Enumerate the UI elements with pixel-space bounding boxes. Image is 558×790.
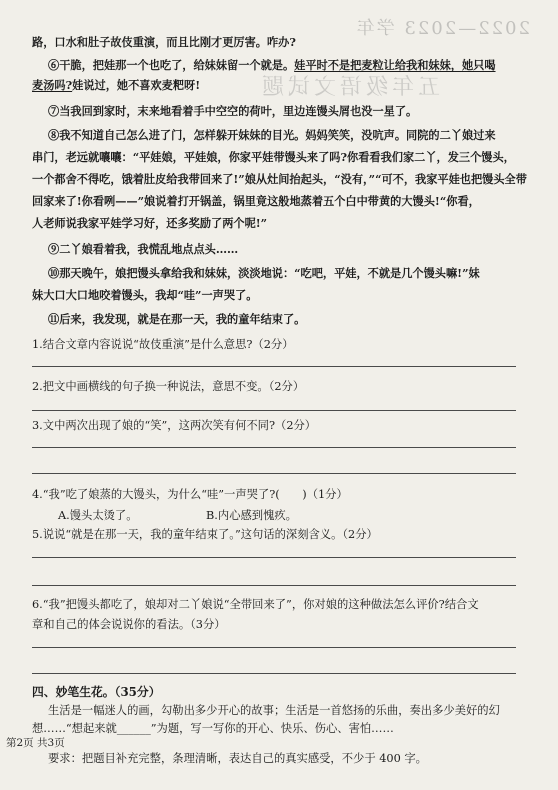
composition-prompt-cont: 想……“想起来就______”为题，写一写你的开心、快乐、伤心、害怕…… — [32, 722, 394, 735]
question-4: 4.“我”吃了娘蒸的大馒头，为什么“哇”一声哭了?( )（1分） — [32, 488, 348, 501]
underlined-sentence: 娃平时不是把麦粒让给我和妹妹，她只喝 — [294, 58, 496, 72]
bleed-through-title: 五年级语文试题 — [257, 75, 440, 100]
answer-line-5a[interactable] — [32, 557, 516, 558]
underlined-sentence: 麦汤吗? — [32, 78, 73, 92]
passage-line: 串门，老远就嚷嚷：“平娃娘，平娃娘，你家平娃带馒头来了吗?你看看我们家二丫，发三个馒头， — [32, 150, 515, 164]
composition-requirements: 要求：把题目补充完整，条理清晰，表达自己的真实感受，不少于 400 字。 — [48, 752, 427, 765]
answer-line-2[interactable] — [32, 410, 516, 411]
answer-line-5b[interactable] — [32, 585, 516, 586]
section-4-title: 四、妙笔生花。（35分） — [32, 685, 161, 699]
passage-para-6: ⑥干脆，把娃那一个也吃了，给妹妹留一个就是。娃平时不是把麦粒让给我和妹妹，她只喝 — [48, 58, 496, 72]
passage-line: 一个都舍不得吃，饿着肚皮给我带回来了!”娘从灶间抬起头，“没有，”“可不，我家平娃也把馒头全带 — [32, 172, 527, 186]
question-1: 1.结合文章内容说说“故伎重演”是什么意思?（2分） — [32, 338, 294, 351]
question-6: 6.“我”把馒头都吃了，娘却对二丫娘说“全带回来了”，你对娘的这种做法怎么评价?结合文 — [32, 598, 479, 611]
answer-line-3a[interactable] — [32, 447, 516, 448]
question-6-cont: 章和自己的体会说说你的看法。（3分） — [32, 618, 226, 631]
answer-line-6b[interactable] — [32, 673, 516, 674]
passage-line: 麦汤吗?娃说过，她不喜欢麦粑呀! — [32, 78, 201, 92]
answer-line-3b[interactable] — [32, 473, 516, 474]
passage-para-10: ⑩那天晚午，娘把馒头拿给我和妹妹，淡淡地说：“吃吧，平娃，不就是几个馒头嘛!”妹 — [48, 266, 480, 280]
passage-line: 妹大口大口地咬着馒头，我却“哇”一声哭了。 — [32, 288, 258, 302]
passage-para-9: ⑨二丫娘看着我，我慌乱地点点头…… — [48, 242, 239, 256]
answer-line-6a[interactable] — [32, 647, 516, 648]
passage-line: 路，口水和肚子故伎重演，而且比刚才更厉害。咋办? — [32, 35, 296, 49]
question-3: 3.文中两次出现了娘的“笑”，这两次笑有何不同?（2分） — [32, 419, 317, 432]
bleed-through-header: 2022—2023 学年 — [354, 18, 530, 39]
passage-para-11: ⑪后来，我发现，就是在那一天，我的童年结束了。 — [48, 312, 306, 326]
answer-line-1[interactable] — [32, 366, 516, 367]
composition-prompt: 生活是一幅迷人的画，勾勒出多少开心的故事；生活是一首悠扬的乐曲，奏出多少美好的幻 — [48, 704, 500, 717]
passage-line: 人老师说我家平娃学习好，还多奖励了两个呢!” — [32, 216, 268, 230]
passage-para-8: ⑧我不知道自己怎么进了门，怎样躲开妹妹的目光。妈妈笑笑，没吭声。同院的二丫娘过来 — [48, 128, 496, 142]
choice-a[interactable]: A.馒头太烫了。 — [58, 509, 138, 522]
question-5: 5.说说“就是在那一天，我的童年结束了。”这句话的深刻含义。（2分） — [32, 528, 378, 541]
passage-line: 回家来了!你看咧——”娘说着打开锅盖，锅里竟这般地蒸着五个白中带黄的大馒头!“你看， — [32, 194, 480, 208]
question-2: 2.把文中画横线的句子换一种说法，意思不变。（2分） — [32, 380, 305, 393]
choice-b[interactable]: B.内心感到愧疚。 — [206, 509, 297, 522]
page-number: 第2页 共3页 — [6, 737, 65, 749]
passage-para-7: ⑦当我回到家时，末来地看着手中空空的荷叶，里边连馒头屑也没一星了。 — [48, 104, 418, 118]
